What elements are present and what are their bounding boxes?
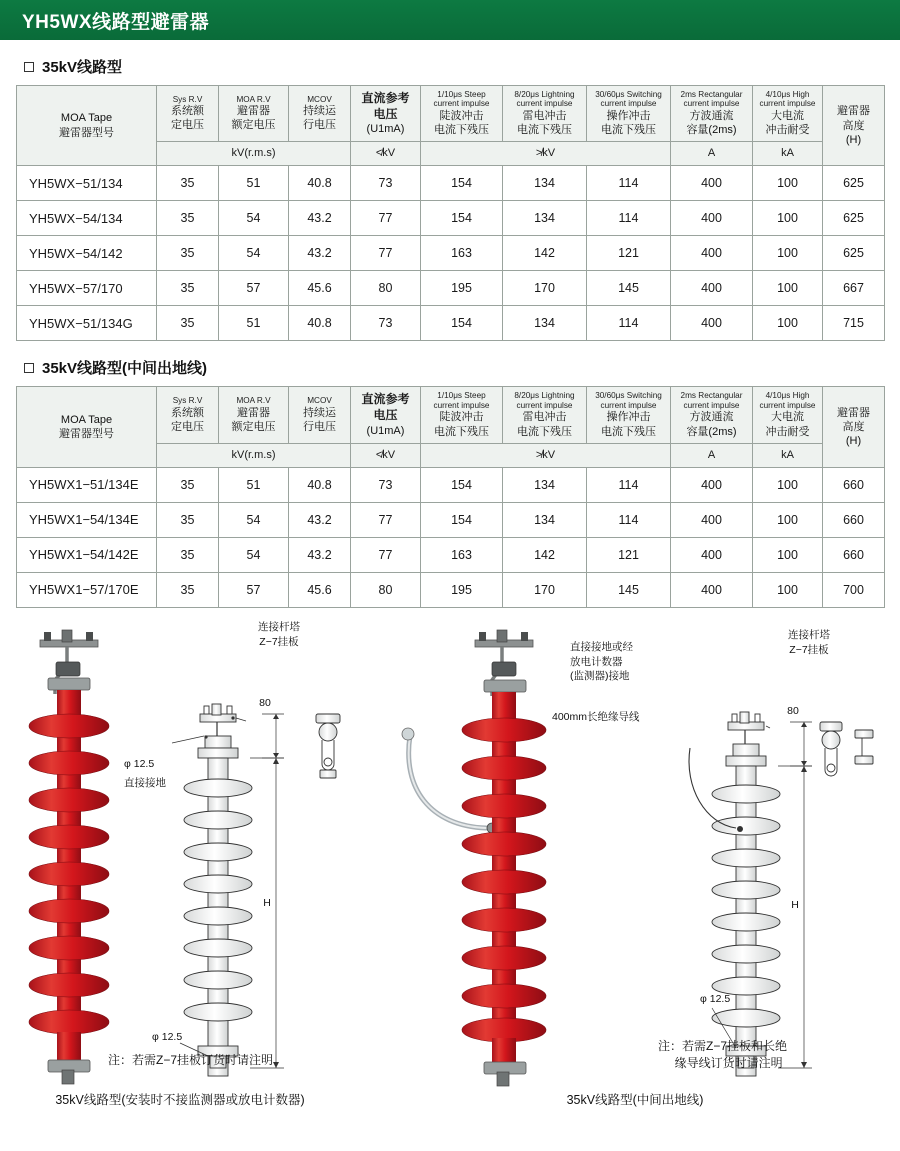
cell-moa-rv: 57 — [219, 271, 289, 306]
cell-mcov: 40.8 — [289, 467, 351, 502]
cell-high: 100 — [753, 467, 823, 502]
th-dc-ref: 直流参考 电压 (U1mA) — [351, 387, 421, 443]
cell-steep: 154 — [421, 201, 503, 236]
cell-sys-rv: 35 — [157, 166, 219, 201]
th-model: MOA Tape 避雷器型号 — [17, 86, 157, 166]
cell-sys-rv: 35 — [157, 537, 219, 572]
table-row — [17, 502, 885, 537]
cell-rect: 400 — [671, 166, 753, 201]
cell-model: YH5WX1−54/142E — [17, 537, 157, 572]
cell-switching: 121 — [587, 236, 671, 271]
cell-moa-rv: 54 — [219, 502, 289, 537]
cell-mcov: 43.2 — [289, 537, 351, 572]
cell-mcov: 45.6 — [289, 271, 351, 306]
section-title-1 — [24, 56, 884, 77]
caption-right: 35kV线路型(中间出地线) — [566, 1092, 704, 1107]
cell-lightning: 134 — [503, 467, 587, 502]
cell-dc: 80 — [351, 572, 421, 607]
th-dc-ref: 直流参考 电压 (U1mA) — [351, 86, 421, 142]
cell-switching: 114 — [587, 467, 671, 502]
note-left: 注：若需Z−7挂板订货时请注明 — [108, 1052, 274, 1067]
cell-height: 660 — [823, 537, 885, 572]
cell-dc: 73 — [351, 306, 421, 341]
th-moa-rv: MOA R.V 避雷器 额定电压 — [219, 86, 289, 142]
page-title: YH5WX线路型避雷器 — [22, 11, 210, 33]
cell-moa-rv: 51 — [219, 306, 289, 341]
cell-sys-rv: 35 — [157, 502, 219, 537]
cell-steep: 163 — [421, 537, 503, 572]
cell-lightning: 142 — [503, 537, 587, 572]
cell-sys-rv: 35 — [157, 201, 219, 236]
th-mcov: MCOV 持续运 行电压 — [289, 387, 351, 443]
cell-model: YH5WX−57/170 — [17, 271, 157, 306]
cell-moa-rv: 51 — [219, 166, 289, 201]
cell-height: 625 — [823, 236, 885, 271]
table-row — [17, 236, 885, 271]
cell-high: 100 — [753, 166, 823, 201]
cell-rect: 400 — [671, 572, 753, 607]
cell-rect: 400 — [671, 271, 753, 306]
table-row — [17, 271, 885, 306]
cell-model: YH5WX1−57/170E — [17, 572, 157, 607]
cell-steep: 195 — [421, 271, 503, 306]
label-left-phi2: φ 12.5 — [152, 1030, 183, 1043]
cell-moa-rv: 54 — [219, 236, 289, 271]
cell-switching: 145 — [587, 271, 671, 306]
product-drawings — [0, 618, 900, 1118]
checkbox-icon — [24, 363, 34, 373]
cell-sys-rv: 35 — [157, 236, 219, 271]
unit-ka: kA — [753, 142, 823, 166]
cell-moa-rv: 57 — [219, 572, 289, 607]
cell-lightning: 170 — [503, 271, 587, 306]
note-right: 注：若需Z−7挂板和长绝 缘导线订货时请注明 — [658, 1038, 788, 1071]
cell-height: 660 — [823, 502, 885, 537]
th-rectangular: 2ms Rectangular current impulse 方波通流 容量(2ms) — [671, 86, 753, 142]
unit-ka: kA — [753, 443, 823, 467]
cell-lightning: 170 — [503, 572, 587, 607]
spec-table-2-body — [17, 467, 885, 607]
cell-height: 625 — [823, 201, 885, 236]
dim-right-80: 80 — [787, 704, 799, 717]
spec-table-2 — [16, 386, 885, 607]
unit-kv-rms: kV(r.m.s) — [157, 142, 351, 166]
table-row — [17, 572, 885, 607]
th-switching: 30/60μs Switching current impulse 操作冲击 电流下残压 — [587, 86, 671, 142]
cell-steep: 163 — [421, 236, 503, 271]
cell-high: 100 — [753, 572, 823, 607]
cell-steep: 154 — [421, 502, 503, 537]
dim-left-H: H — [263, 896, 271, 909]
unit-kv-rms: kV(r.m.s) — [157, 443, 351, 467]
cell-switching: 114 — [587, 201, 671, 236]
cell-sys-rv: 35 — [157, 271, 219, 306]
dim-right-H: H — [791, 898, 799, 911]
cell-switching: 114 — [587, 502, 671, 537]
cell-height: 625 — [823, 166, 885, 201]
cell-high: 100 — [753, 271, 823, 306]
cell-steep: 154 — [421, 467, 503, 502]
cell-high: 100 — [753, 537, 823, 572]
cell-mcov: 43.2 — [289, 201, 351, 236]
cell-mcov: 40.8 — [289, 306, 351, 341]
label-left-phi: φ 12.5 — [124, 757, 155, 770]
unit-residual: ≯kV — [421, 443, 671, 467]
checkbox-icon — [24, 62, 34, 72]
label-right-wire: 400mm长绝缘导线 — [552, 710, 640, 723]
th-lightning: 8/20μs Lightning current impulse 雷电冲击 电流下残压 — [503, 387, 587, 443]
cell-rect: 400 — [671, 467, 753, 502]
cell-moa-rv: 54 — [219, 201, 289, 236]
unit-a: A — [671, 142, 753, 166]
th-model: MOA Tape 避雷器型号 — [17, 387, 157, 467]
unit-dc: ≮kV — [351, 142, 421, 166]
cell-dc: 80 — [351, 271, 421, 306]
cell-switching: 121 — [587, 537, 671, 572]
label-left-tower: 连接杆塔 Z−7挂板 — [258, 620, 300, 648]
cell-sys-rv: 35 — [157, 467, 219, 502]
label-right-tower: 连接杆塔 Z−7挂板 — [788, 628, 830, 656]
table-header-row — [17, 387, 885, 443]
cell-moa-rv: 54 — [219, 537, 289, 572]
left-outline-arrester-drawing — [172, 704, 284, 1076]
cell-switching: 145 — [587, 572, 671, 607]
unit-a: A — [671, 443, 753, 467]
cell-lightning: 134 — [503, 502, 587, 537]
cell-sys-rv: 35 — [157, 572, 219, 607]
spec-table-1 — [16, 85, 885, 341]
cell-rect: 400 — [671, 502, 753, 537]
cell-high: 100 — [753, 306, 823, 341]
dim-left-80: 80 — [259, 696, 271, 709]
label-left-ground: 直接接地 — [124, 776, 166, 789]
th-rectangular: 2ms Rectangular current impulse 方波通流 容量(2ms) — [671, 387, 753, 443]
th-lightning: 8/20μs Lightning current impulse 雷电冲击 电流下残压 — [503, 86, 587, 142]
cell-high: 100 — [753, 236, 823, 271]
cell-model: YH5WX1−51/134E — [17, 467, 157, 502]
right-z7-hanger-detail — [820, 722, 873, 776]
th-steep: 1/10μs Steep current impulse 陡波冲击 电流下残压 — [421, 387, 503, 443]
cell-mcov: 45.6 — [289, 572, 351, 607]
cell-high: 100 — [753, 502, 823, 537]
label-right-ground: 直接接地或经 放电计数器 (监测器)接地 — [570, 640, 633, 683]
cell-sys-rv: 35 — [157, 306, 219, 341]
cell-mcov: 43.2 — [289, 236, 351, 271]
table-header-row — [17, 86, 885, 142]
right-red-arrester-drawing — [402, 630, 546, 1086]
cell-height: 660 — [823, 467, 885, 502]
section-title-2-label: 35kV线路型(中间出地线) — [42, 360, 208, 378]
cell-switching: 114 — [587, 166, 671, 201]
cell-rect: 400 — [671, 201, 753, 236]
unit-residual: ≯kV — [421, 142, 671, 166]
cell-model: YH5WX−51/134 — [17, 166, 157, 201]
th-high-current: 4/10μs High current impulse 大电流 冲击耐受 — [753, 387, 823, 443]
cell-height: 715 — [823, 306, 885, 341]
cell-lightning: 134 — [503, 306, 587, 341]
caption-left: 35kV线路型(安装时不接监测器或放电计数器) — [55, 1092, 305, 1107]
cell-lightning: 134 — [503, 166, 587, 201]
table-row — [17, 537, 885, 572]
cell-height: 700 — [823, 572, 885, 607]
cell-dc: 77 — [351, 502, 421, 537]
cell-steep: 195 — [421, 572, 503, 607]
cell-rect: 400 — [671, 537, 753, 572]
cell-dc: 77 — [351, 236, 421, 271]
th-steep: 1/10μs Steep current impulse 陡波冲击 电流下残压 — [421, 86, 503, 142]
cell-moa-rv: 51 — [219, 467, 289, 502]
cell-dc: 73 — [351, 166, 421, 201]
th-moa-rv: MOA R.V 避雷器 额定电压 — [219, 387, 289, 443]
cell-high: 100 — [753, 201, 823, 236]
cell-height: 667 — [823, 271, 885, 306]
document-content — [0, 56, 900, 608]
cell-model: YH5WX1−54/134E — [17, 502, 157, 537]
cell-model: YH5WX−51/134G — [17, 306, 157, 341]
cell-dc: 73 — [351, 467, 421, 502]
page-header — [0, 0, 900, 40]
cell-model: YH5WX−54/134 — [17, 201, 157, 236]
section-title-2 — [24, 357, 884, 378]
cell-dc: 77 — [351, 537, 421, 572]
table-row — [17, 306, 885, 341]
table-row — [17, 467, 885, 502]
cell-mcov: 40.8 — [289, 166, 351, 201]
unit-dc: ≮kV — [351, 443, 421, 467]
cell-lightning: 142 — [503, 236, 587, 271]
spec-table-1-body — [17, 166, 885, 341]
cell-rect: 400 — [671, 236, 753, 271]
th-height: 避雷器 高度 (H) — [823, 86, 885, 166]
cell-lightning: 134 — [503, 201, 587, 236]
cell-rect: 400 — [671, 306, 753, 341]
cell-steep: 154 — [421, 306, 503, 341]
cell-steep: 154 — [421, 166, 503, 201]
th-sys-rv: Sys R.V 系统额 定电压 — [157, 86, 219, 142]
cell-dc: 77 — [351, 201, 421, 236]
cell-model: YH5WX−54/142 — [17, 236, 157, 271]
table-row — [17, 201, 885, 236]
left-z7-hanger-detail — [316, 714, 340, 778]
table-row — [17, 166, 885, 201]
cell-switching: 114 — [587, 306, 671, 341]
section-title-1-label: 35kV线路型 — [42, 59, 123, 76]
th-high-current: 4/10μs High current impulse 大电流 冲击耐受 — [753, 86, 823, 142]
th-height: 避雷器 高度 (H) — [823, 387, 885, 467]
right-outline-arrester-drawing — [689, 712, 812, 1076]
th-mcov: MCOV 持续运 行电压 — [289, 86, 351, 142]
th-switching: 30/60μs Switching current impulse 操作冲击 电流下残压 — [587, 387, 671, 443]
left-red-arrester-drawing — [29, 630, 109, 1084]
label-right-phi: φ 12.5 — [700, 992, 731, 1005]
th-sys-rv: Sys R.V 系统额 定电压 — [157, 387, 219, 443]
cell-mcov: 43.2 — [289, 502, 351, 537]
